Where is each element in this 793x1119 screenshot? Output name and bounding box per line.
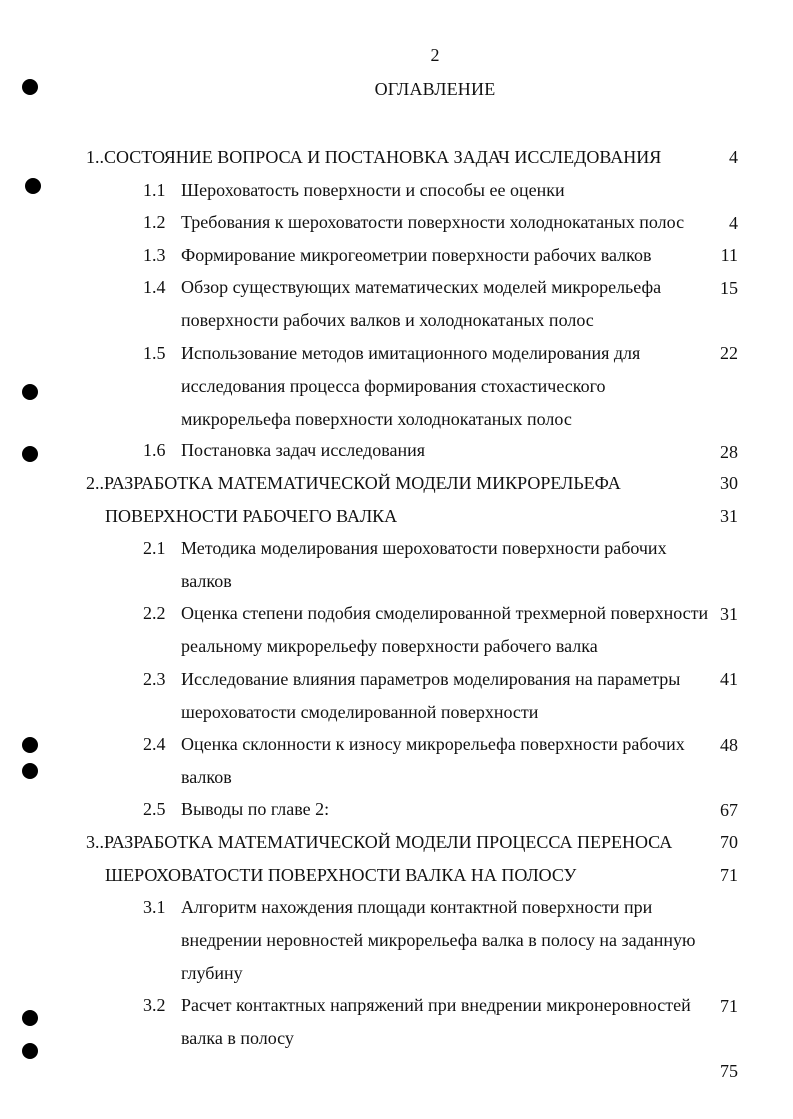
binder-hole	[22, 446, 38, 462]
toc-number: 3..	[86, 831, 104, 852]
toc-line	[141, 924, 746, 957]
toc-text: глубину	[181, 962, 243, 983]
binder-hole	[22, 1043, 38, 1059]
toc-line	[141, 728, 746, 761]
toc-number: 2.2	[143, 603, 166, 624]
toc-page-number: 41	[720, 669, 738, 690]
toc-page-number: 4	[729, 212, 738, 233]
toc-text: Оценка степени подобия смоделированной трехмерной поверхности	[181, 603, 709, 624]
toc-text: РАЗРАБОТКА МАТЕМАТИЧЕСКОЙ МОДЕЛИ ПРОЦЕССА ПЕРЕНОСА	[104, 831, 673, 852]
toc-line	[141, 663, 746, 696]
toc-section	[141, 989, 746, 1081]
toc-page-number: 31	[720, 506, 738, 526]
toc-line	[141, 532, 746, 565]
toc-number: 2..	[86, 473, 104, 493]
toc-text: Обзор существующих математических моделей микрорельефа	[181, 277, 662, 298]
toc-text: Использование методов имитационного моделирования для	[181, 342, 641, 363]
binder-hole	[22, 763, 38, 779]
toc-text: СОСТОЯНИЕ ВОПРОСА И ПОСТАНОВКА ЗАДАЧ ИССЛЕДОВАНИЯ	[104, 147, 662, 167]
toc-text: реальному микрорельефу поверхности рабочего валка	[181, 636, 598, 657]
binder-hole	[22, 1010, 38, 1026]
binder-hole	[22, 384, 38, 400]
toc-number: 1.2	[143, 212, 166, 233]
toc-line	[141, 337, 746, 370]
toc-text: ПОВЕРХНОСТИ РАБОЧЕГО ВАЛКА	[105, 506, 398, 526]
toc-number: 2.1	[143, 538, 166, 559]
toc-chapter	[86, 467, 746, 533]
toc-page-number: 71	[720, 995, 738, 1016]
binder-hole	[25, 178, 41, 194]
toc-line	[141, 891, 746, 924]
toc-number: 3.2	[143, 994, 166, 1015]
toc-page-number: 22	[720, 343, 738, 364]
toc-number: 1.3	[143, 244, 166, 265]
toc-line	[86, 467, 746, 500]
toc-line	[86, 859, 746, 892]
toc-line	[141, 989, 746, 1022]
toc-text: Выводы по главе 2:	[181, 799, 330, 819]
toc-text: валков	[181, 571, 232, 592]
toc-page-number: 48	[720, 734, 738, 755]
toc-page-number: 4	[729, 147, 738, 167]
toc-line	[86, 826, 746, 859]
page-number: 2	[430, 45, 440, 65]
toc-text: Требования к шероховатости поверхности холоднокатаных полос	[181, 212, 685, 233]
toc-text: Шероховатость поверхности и способы ее оценки	[181, 179, 565, 200]
toc-number: 1.1	[143, 179, 166, 200]
toc-chapter	[86, 141, 746, 174]
toc-page-number: 70	[720, 832, 738, 852]
toc-text: исследования процесса формирования стохастического	[181, 375, 606, 396]
toc-line	[86, 141, 746, 174]
toc-number: 2.3	[143, 668, 166, 689]
toc-page-number: 31	[720, 604, 738, 625]
toc-text: валков	[181, 766, 232, 787]
toc-text: ШЕРОХОВАТОСТИ ПОВЕРХНОСТИ ВАЛКА НА ПОЛОСУ	[105, 864, 577, 885]
toc-number: 1.5	[143, 342, 166, 363]
toc-number: 1.4	[143, 277, 166, 298]
toc-page-number: 67	[720, 799, 738, 820]
toc-text: валка в полосу	[181, 1027, 294, 1048]
toc-text: Формирование микрогеометрии поверхности рабочих валков	[181, 244, 652, 265]
toc-text: поверхности рабочих валков и холоднокатаных полос	[181, 310, 594, 331]
toc-text: шероховатости смоделированной поверхности	[181, 701, 539, 722]
toc-text: Постановка задач исследования	[181, 440, 425, 461]
toc-text: внедрении неровностей микрорельефа валка в полосу на заданную	[181, 929, 696, 950]
toc-page-number: 71	[720, 864, 738, 885]
toc-page-number: 75	[720, 1060, 738, 1081]
toc-line	[141, 1022, 746, 1081]
toc-line	[86, 500, 746, 533]
toc-chapter	[86, 826, 746, 892]
toc-line	[141, 370, 746, 403]
toc-number: 1.6	[143, 440, 166, 461]
toc-number: 1..	[86, 147, 104, 167]
binder-hole	[22, 737, 38, 753]
toc-text: микрорельефа поверхности холоднокатаных полос	[181, 408, 572, 429]
toc-text: Оценка склонности к износу микрорельефа поверхности рабочих	[181, 733, 685, 754]
page-title: ОГЛАВЛЕНИЕ	[374, 79, 496, 99]
toc-line	[141, 597, 746, 630]
toc-text: Исследование влияния параметров моделирования на параметры	[181, 668, 681, 689]
toc-page-number: 11	[720, 245, 738, 266]
toc-page-number: 30	[720, 473, 738, 494]
toc-number: 3.1	[143, 896, 166, 917]
toc-text: Методика моделирования шероховатости поверхности рабочих	[181, 538, 667, 559]
toc-number: 2.4	[143, 733, 166, 754]
toc-number: 2.5	[143, 799, 166, 819]
toc-text: Алгоритм нахождения площади контактной поверхности при	[181, 896, 653, 917]
toc-page-number: 28	[720, 441, 738, 462]
toc-text: РАЗРАБОТКА МАТЕМАТИЧЕСКОЙ МОДЕЛИ МИКРОРЕЛЬЕФА	[104, 473, 621, 493]
toc-page-number: 15	[720, 277, 738, 298]
toc-line	[141, 271, 746, 304]
toc-text: Расчет контактных напряжений при внедрении микронеровностей	[181, 994, 691, 1015]
